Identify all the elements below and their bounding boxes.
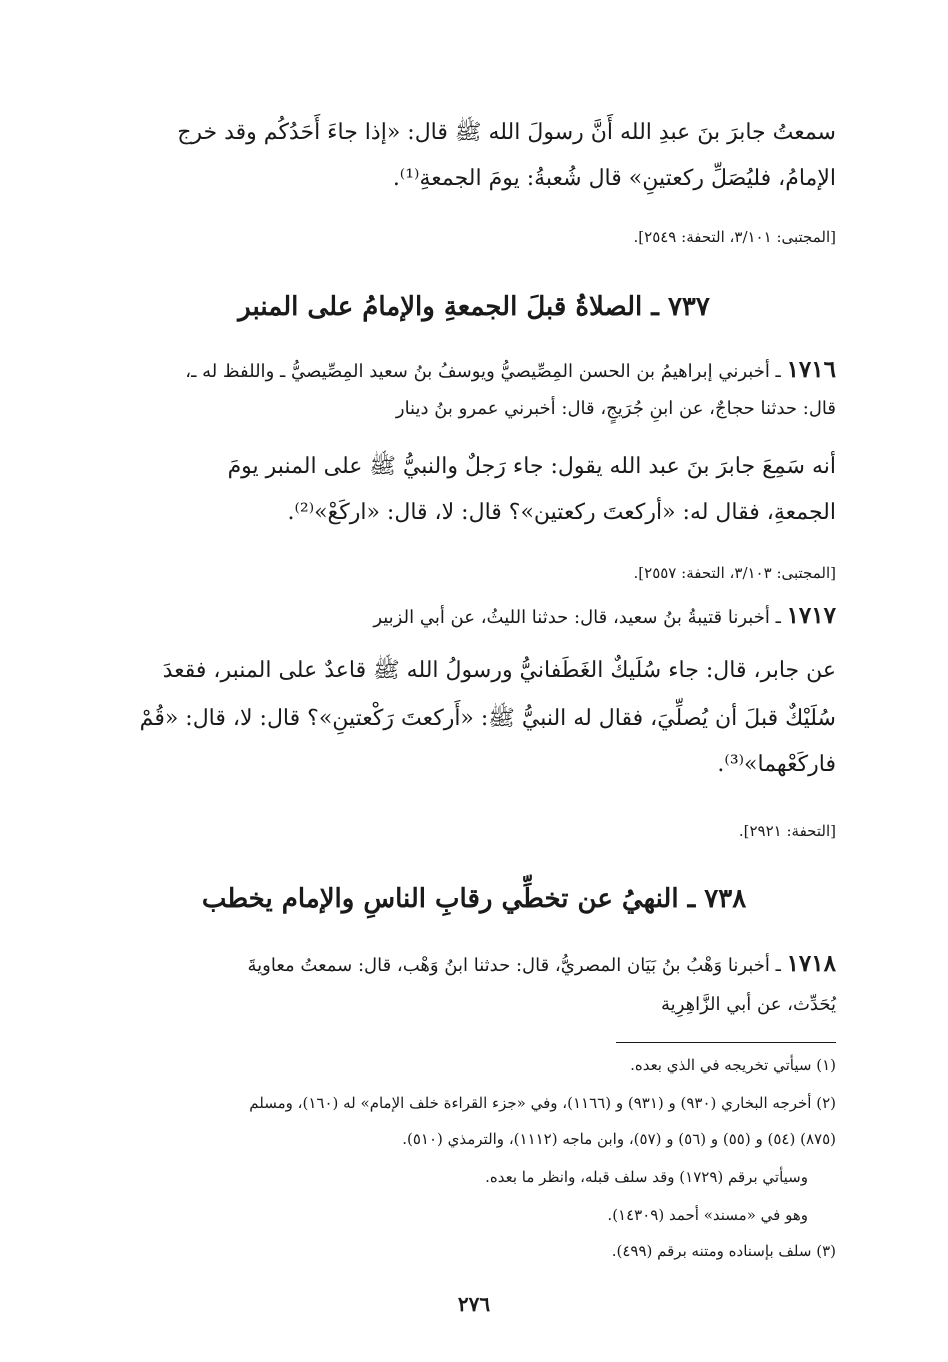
hadith-1718-isnad-line-2: يُحَدِّث، عن أبي الزَّاهِرِية <box>661 994 836 1015</box>
hadith-number: ١٧١٨ <box>786 950 836 977</box>
hadith-isnad: ـ أخبرنا وَهْبُ بنُ بَيَان المصريُّ، قال: حدثنا ابنُ وَهْب، قال: سمعتُ معاويةَ <box>247 955 781 976</box>
hadith-1716-matn-line-1: أنه سَمِعَ جابرَ بنَ عبد الله يقول: جاء رَجلٌ والنبيُّ ﷺ على المنبر يومَ <box>227 454 836 479</box>
hadith-isnad: ـ أخبرني إبراهيمُ بن الحسن المِصِّيصيُّ ويوسفُ بنُ سعيد المِصِّيصيُّ ـ واللفظ له ـ، <box>185 361 781 382</box>
hadith-number: ١٧١٧ <box>786 602 836 629</box>
footnote-3: (٣) سلف بإسناده ومتنه برقم (٤٩٩). <box>611 1242 836 1260</box>
reference-note: [المجتبى: ٣/١٠٣، التحفة: ٢٥٥٧]. <box>633 564 836 582</box>
footnote-2-line-3: وسيأتي برقم (١٧٢٩) وقد سلف قبله، وانظر ما بعده. <box>485 1168 808 1186</box>
chapter-heading-737: ٧٣٧ ـ الصلاةُ قبلَ الجمعةِ والإمامُ على المنبر <box>238 292 710 322</box>
chapter-heading-738: ٧٣٨ ـ النهيُ عن تخطِّي رقابِ الناسِ والإمام يخطب <box>201 884 747 914</box>
hadith-1717-isnad-line-1 <box>373 602 836 629</box>
hadith-number: ١٧١٦ <box>786 356 836 383</box>
page-number: ٢٧٦ <box>457 1292 491 1316</box>
hadith-1716-matn-line-2: الجمعةِ، فقال له: «أركعتَ ركعتين»؟ قال: لا، قال: «اركَعْ»⁽²⁾. <box>287 500 836 525</box>
hadith-isnad: ـ أخبرنا قتيبةُ بنُ سعيد، قال: حدثنا الليثُ، عن أبي الزبير <box>373 607 781 628</box>
footnote-1: (١) سيأتي تخريجه في الذي بعده. <box>630 1056 836 1074</box>
hadith-1718-isnad-line-1 <box>116 950 836 977</box>
hadith-1717-matn-line-3: فاركَعْهما»⁽³⁾. <box>717 752 836 777</box>
footnote-2-line-1: (٢) أخرجه البخاري (٩٣٠) و (٩٣١) و (١١٦٦)، وفي «جزء القراءة خلف الإمام» له (١٦٠)، ومسلم <box>249 1094 836 1112</box>
hadith-1716-isnad-line-2: قال: حدثنا حجاجٌ، عن ابنِ جُرَيجٍ، قال: أخبرني عمرو بنُ دينار <box>395 398 836 419</box>
continuation-line-2: الإمامُ، فليُصَلِّ ركعتينِ» قال شُعبةُ: يومَ الجمعةِ⁽¹⁾. <box>392 166 836 191</box>
hadith-1716-isnad-line-1 <box>116 356 836 383</box>
reference-note: [التحفة: ٢٩٢١]. <box>738 822 836 840</box>
footnote-2-line-4: وهو في «مسند» أحمد (١٤٣٠٩). <box>607 1206 808 1224</box>
footnote-separator <box>616 1042 836 1043</box>
hadith-1717-matn-line-2: سُلَيْكٌ قبلَ أن يُصلِّيَ، فقال له النبيُّ ﷺ: «أَركعتَ رَكْعتينِ»؟ قال: لا، قال: «قُمْ <box>139 706 836 731</box>
hadith-1717-matn-line-1: عن جابر، قال: جاء سُلَيكٌ الغَطَفانيُّ ورسولُ الله ﷺ قاعدٌ على المنبر، فقعدَ <box>162 658 836 683</box>
footnote-2-line-2: (٨٧٥) (٥٤) و (٥٥) و (٥٦) و (٥٧)، وابن ماجه (١١١٢)، والترمذي (٥١٠). <box>402 1130 836 1148</box>
reference-note: [المجتبى: ٣/١٠١، التحفة: ٢٥٤٩]. <box>633 228 836 246</box>
continuation-line-1: سمعتُ جابرَ بنَ عبدِ الله أَنَّ رسولَ الله ﷺ قال: «إذا جاءَ أَحَدُكُم وقد خرج <box>177 120 836 145</box>
